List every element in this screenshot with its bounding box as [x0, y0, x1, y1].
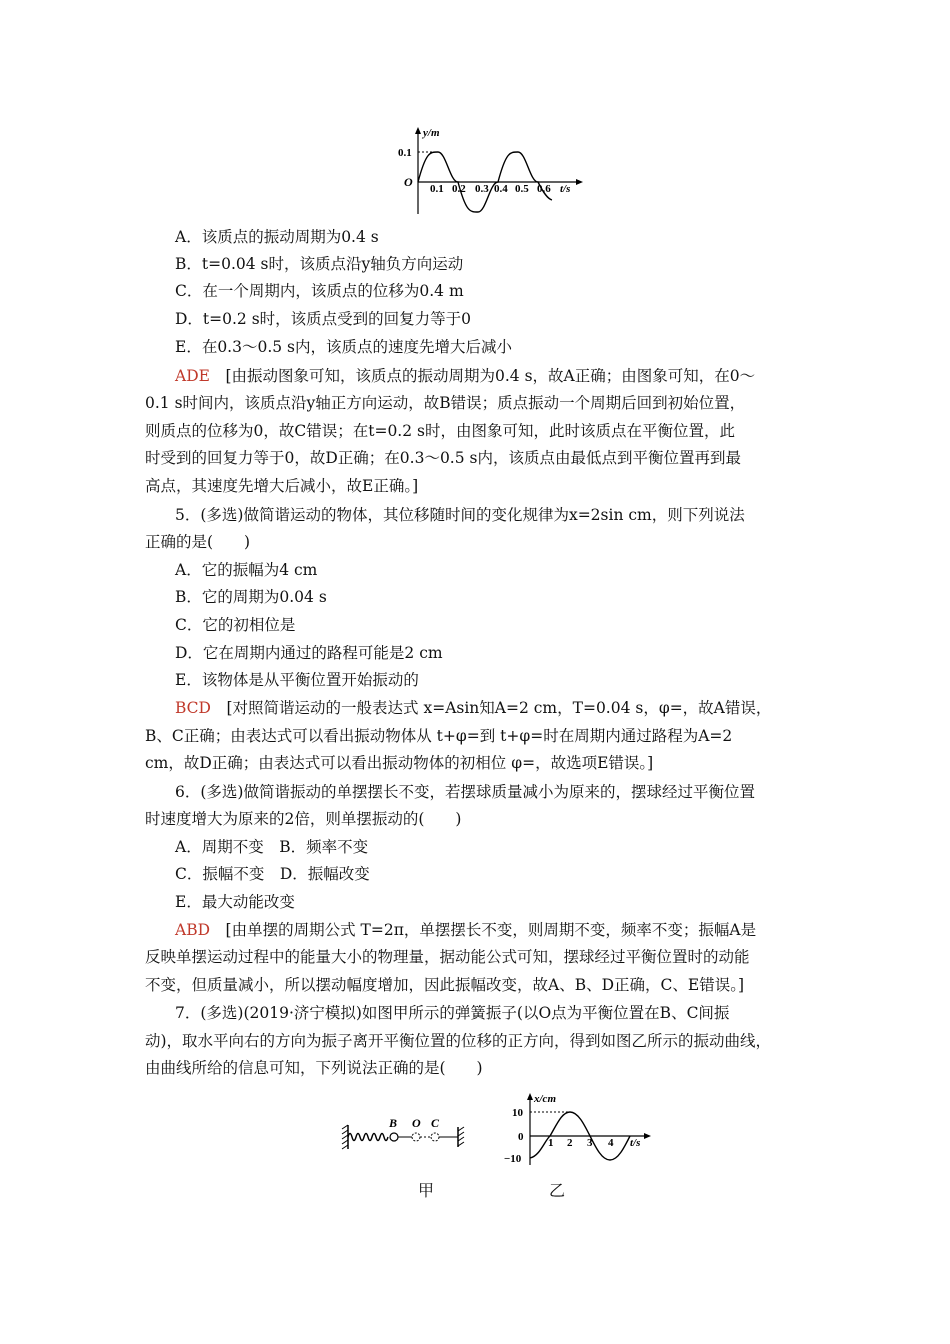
yi-xtick: 2	[567, 1137, 573, 1149]
ball-o	[412, 1133, 420, 1141]
graph-1-x-arrow	[576, 179, 583, 185]
q6-option-e: E．最大动能改变	[175, 893, 295, 911]
q4-option-a: A．该质点的振动周期为0.4 s	[175, 228, 379, 246]
figure-jia-spring	[340, 1115, 470, 1155]
q4-answer: ADE	[175, 367, 210, 385]
q7-stem: 动)，取水平向右的方向为振子离开平衡位置的位移的正方向，得到如图乙所示的振动曲线，	[145, 1032, 772, 1050]
graph-1-xtick: 0.4	[494, 183, 508, 195]
q6-exp-text: [由单摆的周期公式 T=2π，单摆摆长不变，则周期不变，频率不变；振幅A是	[225, 921, 757, 939]
q5-stem: 5．(多选)做简谐运动的物体，其位移随时间的变化规律为x=2sin cm，则下列说法	[175, 506, 745, 524]
graph-1-xtick: 0.2	[452, 183, 466, 195]
caption-yi: 乙	[549, 1181, 566, 1200]
q5-stem: 正确的是( )	[145, 533, 251, 551]
yi-yneg: −10	[504, 1153, 522, 1165]
figure-yi-xt	[500, 1090, 660, 1170]
q6-explanation-line: 不变，但质量减小，所以摆动幅度增加，因此振幅改变，故A、B、D正确，C、E错误。]	[145, 976, 744, 994]
yi-xtick: 3	[587, 1137, 593, 1149]
q5-explanation-line: B、C正确；由表达式可以看出振动物体从 t+φ=到 t+φ=时在周期内通过路程为A=2	[145, 727, 733, 745]
graph-1-xlabel: t/s	[560, 183, 571, 195]
yi-y0: 0	[518, 1131, 524, 1143]
graph-1-yt	[390, 124, 590, 219]
q5-option-d: D．它在周期内通过的路程可能是2 cm	[175, 644, 443, 662]
graph-1-y-arrow	[415, 127, 421, 134]
q4-option-c: C．在一个周期内，该质点的位移为0.4 m	[175, 282, 464, 300]
label-b: B	[389, 1116, 398, 1130]
q5-exp-text: [对照简谐运动的一般表达式 x=Asin知A=2 cm，T=0.04 s，φ=，故A错误，	[226, 699, 772, 717]
yi-ylabel: x/cm	[534, 1093, 556, 1105]
ball-c	[431, 1133, 439, 1141]
q6-explanation-line: 反映单摆运动过程中的能量大小的物理量，据动能公式可知，摆球经过平衡位置时的动能	[145, 948, 750, 966]
q7-stem: 7．(多选)(2019·济宁模拟)如图甲所示的弹簧振子(以O点为平衡位置在B、C间振	[175, 1004, 730, 1022]
right-wall-hatch	[458, 1127, 464, 1146]
left-wall-hatch	[342, 1125, 348, 1149]
q4-explanation-line	[175, 366, 755, 386]
q5-option-e: E．该物体是从平衡位置开始振动的	[175, 671, 419, 689]
label-c: C	[431, 1116, 440, 1130]
q6-explanation-line	[175, 920, 756, 940]
graph-1-xtick: 0.5	[515, 183, 529, 195]
yi-y10: 10	[512, 1107, 523, 1119]
graph-1-y01: 0.1	[398, 147, 412, 159]
graph-1-ylabel: y/m	[423, 127, 440, 139]
q4-option-d: D．t=0.2 s时，该质点受到的回复力等于0	[175, 310, 472, 328]
q5-option-a: A．它的振幅为4 cm	[175, 561, 318, 579]
graph-1-xtick: 0.3	[475, 183, 489, 195]
caption-jia: 甲	[418, 1181, 435, 1200]
yi-y-arrow	[527, 1093, 533, 1100]
q6-option-cd: C．振幅不变 D．振幅改变	[175, 865, 370, 883]
q4-explanation-line: 则质点的位移为0，故C错误；在t=0.2 s时，由图象可知，此时该质点在平衡位置，此	[145, 422, 735, 440]
q6-option-ab: A．周期不变 B．频率不变	[175, 838, 369, 856]
q5-option-c: C．它的初相位是	[175, 616, 296, 634]
q6-stem: 6．(多选)做简谐振动的单摆摆长不变，若摆球质量减小为原来的，摆球经过平衡位置	[175, 783, 755, 801]
q4-explanation-line: 高点，其速度先增大后减小，故E正确。]	[145, 477, 419, 495]
graph-1-xtick: 0.1	[430, 183, 444, 195]
ball-b	[390, 1133, 398, 1141]
spring-coil	[348, 1134, 388, 1141]
label-o: O	[412, 1116, 421, 1130]
graph-1-xtick: 0.6	[537, 183, 551, 195]
q5-option-b: B．它的周期为0.04 s	[175, 588, 327, 606]
yi-xlabel: t/s	[630, 1137, 641, 1149]
q5-answer: BCD	[175, 699, 211, 717]
q6-answer: ABD	[175, 921, 211, 939]
q5-explanation-line	[175, 698, 771, 718]
q4-explanation-line: 0.1 s时间内，该质点沿y轴正方向运动，故B错误；质点振动一个周期后回到初始位置，	[145, 394, 746, 412]
graph-1-origin: O	[404, 175, 413, 189]
q7-stem: 由曲线所给的信息可知，下列说法正确的是( )	[145, 1059, 483, 1077]
q4-option-e: E．在0.3～0.5 s内，该质点的速度先增大后减小	[175, 338, 512, 356]
q6-stem: 时速度增大为原来的2倍，则单摆振动的( )	[145, 810, 462, 828]
yi-xtick: 4	[608, 1137, 614, 1149]
q4-option-b: B．t=0.04 s时，该质点沿y轴负方向运动	[175, 255, 464, 273]
yi-x-arrow	[644, 1133, 651, 1139]
q4-exp-text: [由振动图象可知，该质点的振动周期为0.4 s，故A正确；由图象可知，在0～	[225, 367, 756, 385]
q5-explanation-line: cm，故D正确；由表达式可以看出振动物体的初相位 φ=，故选项E错误。]	[145, 754, 654, 772]
q4-explanation-line: 时受到的回复力等于0，故D正确；在0.3～0.5 s内，该质点由最低点到平衡位置再到最	[145, 449, 741, 467]
yi-xtick: 1	[548, 1137, 554, 1149]
